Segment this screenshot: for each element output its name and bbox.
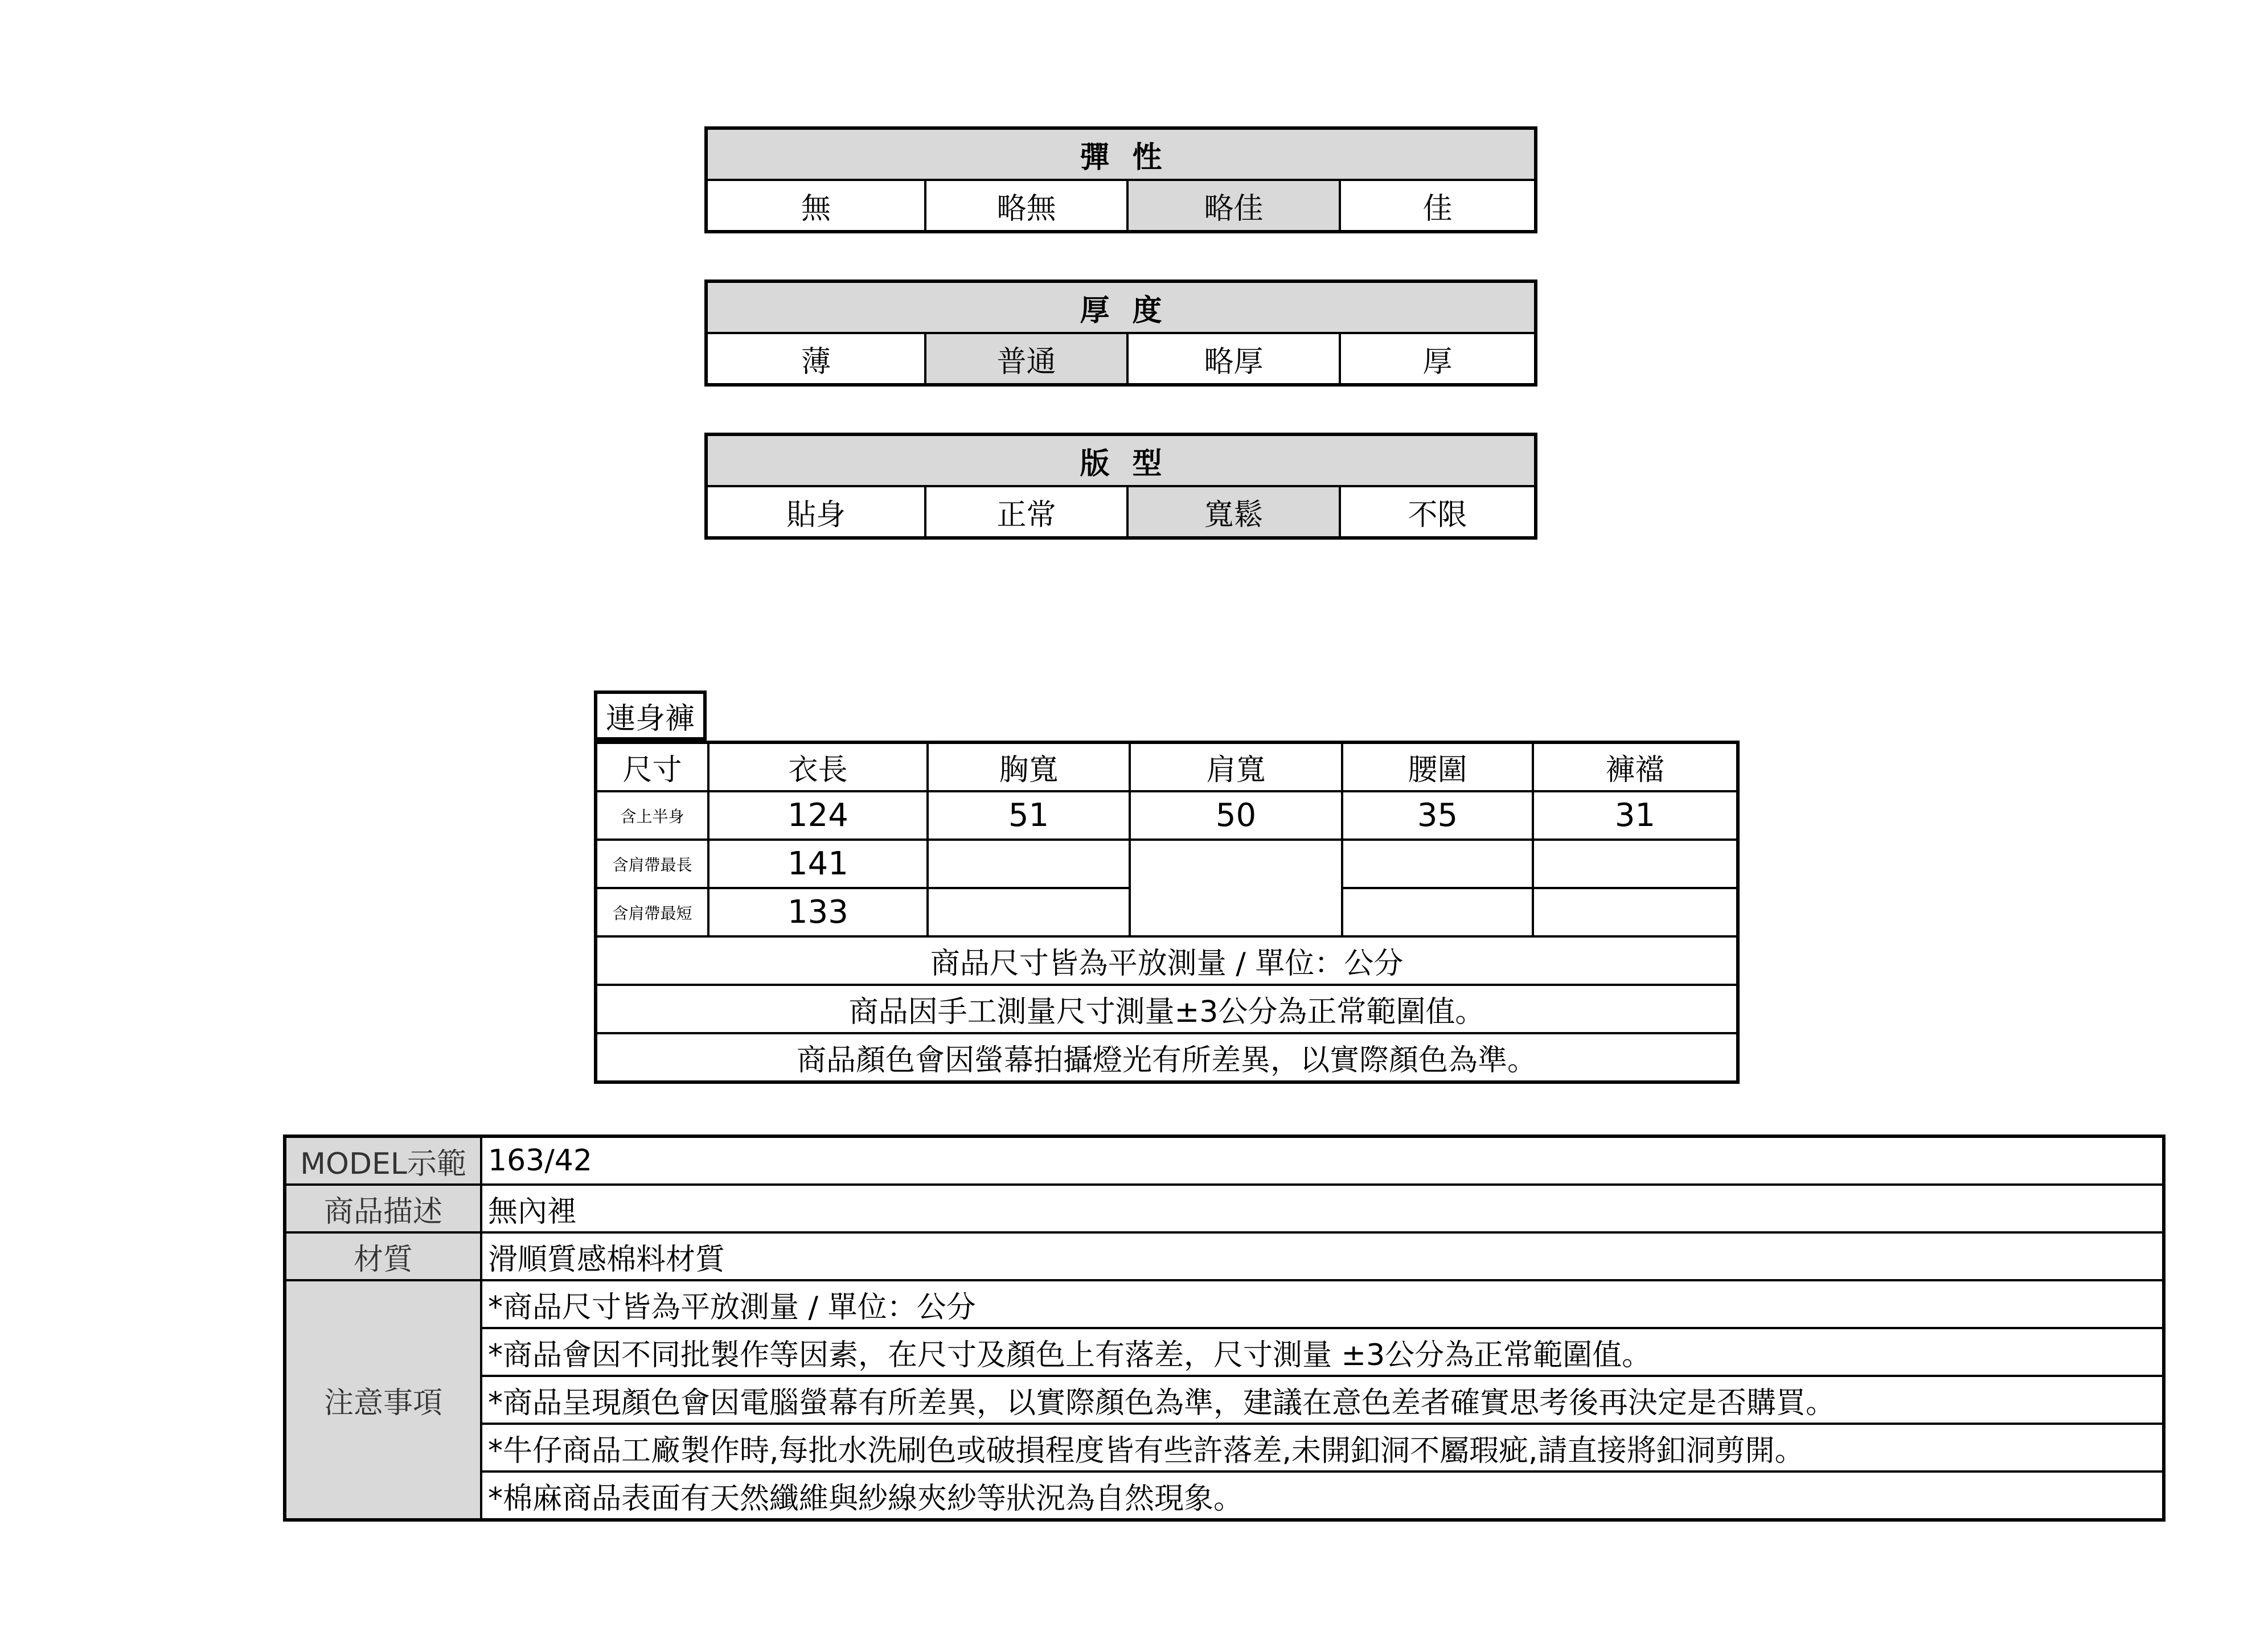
size-cell: 124 [708,791,928,840]
size-cell-empty [1533,888,1738,936]
size-cell: 51 [928,791,1130,840]
elasticity-title: 彈性 [706,128,1536,180]
material-value: 滑順質感棉料材質 [481,1232,2164,1280]
size-row-label: 含上半身 [596,791,708,840]
size-row [596,791,1738,840]
size-category-title: 連身褲 [594,690,707,741]
elasticity-option-selected: 略佳 [1127,180,1340,232]
size-cell-empty [928,840,1130,888]
material-label: 材質 [285,1232,481,1280]
fit-option: 正常 [925,486,1127,538]
size-header-cell: 胸寬 [928,742,1130,791]
size-cell: 141 [708,840,928,888]
product-info-table [283,1135,2166,1522]
elasticity-option: 佳 [1340,180,1536,232]
notes-item: *商品會因不同批製作等因素，在尺寸及顏色上有落差，尺寸測量 ±3公分為正常範圍值。 [481,1328,2164,1376]
fit-option: 貼身 [706,486,925,538]
elasticity-option: 無 [706,180,925,232]
description-label: 商品描述 [285,1185,481,1232]
size-cell: 31 [1533,791,1738,840]
elasticity-table [704,126,1537,233]
size-header-row [596,742,1738,791]
fit-option-selected: 寬鬆 [1127,486,1340,538]
size-header-cell: 腰圍 [1342,742,1533,791]
notes-item: *牛仔商品工廠製作時,每批水洗刷色或破損程度皆有些許落差,未開釦洞不屬瑕疵,請直接將釦洞剪開。 [481,1424,2164,1472]
thickness-table [704,280,1537,387]
size-cell-empty [1533,840,1738,888]
fit-title: 版型 [706,434,1536,486]
thickness-option: 薄 [706,333,925,385]
size-header-cell: 褲襠 [1533,742,1738,791]
fit-table [704,433,1537,540]
thickness-option: 略厚 [1127,333,1340,385]
size-cell-empty [1130,840,1342,936]
size-cell-empty [1342,888,1533,936]
model-value: 163/42 [481,1136,2164,1185]
size-note: 商品顏色會因螢幕拍攝燈光有所差異，以實際顏色為準。 [596,1033,1738,1082]
size-header-cell: 衣長 [708,742,928,791]
size-cell-empty [928,888,1130,936]
size-note: 商品尺寸皆為平放測量 / 單位：公分 [596,936,1738,985]
notes-item: *棉麻商品表面有天然纖維與紗線夾紗等狀況為自然現象。 [481,1472,2164,1520]
thickness-option-selected: 普通 [925,333,1127,385]
notes-item: *商品尺寸皆為平放測量 / 單位：公分 [481,1280,2164,1328]
size-cell: 133 [708,888,928,936]
size-header-cell: 尺寸 [596,742,708,791]
size-cell-empty [1342,840,1533,888]
size-cell: 35 [1342,791,1533,840]
description-value: 無內裡 [481,1185,2164,1232]
elasticity-option: 略無 [925,180,1127,232]
notes-item: *商品呈現顏色會因電腦螢幕有所差異，以實際顏色為準，建議在意色差者確實思考後再決定是否購買。 [481,1376,2164,1424]
fit-option: 不限 [1340,486,1536,538]
thickness-option: 厚 [1340,333,1536,385]
size-row-label: 含肩帶最短 [596,888,708,936]
model-label: MODEL示範 [285,1136,481,1185]
size-cell: 50 [1130,791,1342,840]
size-header-cell: 肩寬 [1130,742,1342,791]
size-row-label: 含肩帶最長 [596,840,708,888]
thickness-title: 厚度 [706,281,1536,333]
notes-label: 注意事項 [285,1280,481,1520]
size-table [594,741,1740,1084]
size-note: 商品因手工測量尺寸測量±3公分為正常範圍值。 [596,985,1738,1033]
size-row [596,840,1738,888]
